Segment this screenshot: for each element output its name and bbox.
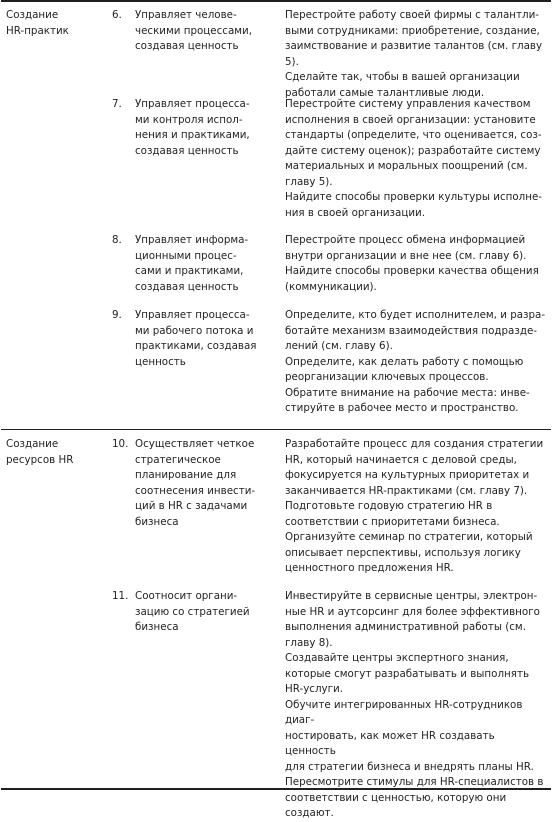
row-actions: Определите, кто будет исполнителем, и разра- ботайте механизм взаимодействия подразде- лений (см. главу 6). Определите, как делать работу с помощью реорганизации ключевых процессов. Обратите внимание на рабочие места: инве- стируйте в рабочее место и пространство. (285, 309, 546, 414)
table-bottom-rule (1, 788, 551, 790)
row-number: 11. (112, 590, 129, 602)
row-actions: Инвестируйте в сервисные центры, электрон- ные HR и аутсорсинг для более эффективного выполнения административной работы (см. главу 8). Создавайте центры экспертного знания, которые смогут разрабатывать и выполнять HR-услуги. Обучите интегрированных HR-сотрудников диаг- ностировать, как может HR создавать ценность для стратегии бизнеса и внедрять планы HR. Пересмотрите стимулы для HR-специалистов в соответствии с ценностью, которую они создают. (285, 590, 544, 819)
row-actions: Перестройте работу своей фирмы с талантли- выми сотрудниками: приобретение, создание, заимствование и развитие талантов (см. главу 5). Сделайте так, чтобы в вашей организации работали самые талантливые люди. (285, 9, 543, 99)
row-description: Управляет процесса- ми контроля испол- нения и практиками, создавая ценность (135, 98, 250, 157)
row-number: 7. (112, 98, 122, 110)
table-top-rule (1, 0, 551, 2)
row-number: 6. (112, 9, 122, 21)
row-actions: Перестройте процесс обмена информацией внутри организации и вне нее (см. главу 6). Найдите способы проверки качества общения (коммуникации). (285, 234, 539, 293)
row-actions: Разработайте процесс для создания стратегии HR, который начинается с деловой среды, фокусируется на культурных приоритетах и заканчивается HR-практиками (см. главу 7). Подготовьте годовую стратегию HR в соответствии с приоритетами бизнеса. Организуйте семинар по стратегии, который описывает перспективы, используя логику ценностного предложения HR. (285, 438, 544, 574)
category-label: Создание ресурсов HR (6, 438, 74, 466)
row-number: 8. (112, 234, 122, 246)
section-divider (1, 429, 551, 430)
row-description: Осуществляет четкое стратегическое планирование для соотнесения инвести- ций в HR с задачами бизнеса (135, 438, 256, 528)
row-description: Управляет процесса- ми рабочего потока и практиками, создавая ценность (135, 309, 257, 368)
row-number: 9. (112, 309, 122, 321)
row-number: 10. (112, 438, 129, 450)
category-label: Создание HR-практик (6, 9, 69, 37)
row-description: Соотносит органи- зацию со стратегией бизнеса (135, 590, 250, 633)
row-actions: Перестройте систему управления качеством исполнения в своей организации: установите стандарты (определите, что оценивается, соз- дайте систему оценок); разработайте систему материальных и моральных поощрений (см. главу 5). Найдите способы проверки культуры исполне- ния в своей организации. (285, 98, 543, 219)
row-description: Управляет информа- ционными процес- сами и практиками, создавая ценность (135, 234, 249, 293)
row-description: Управляет челове- ческими процессами, создавая ценность (135, 9, 253, 52)
